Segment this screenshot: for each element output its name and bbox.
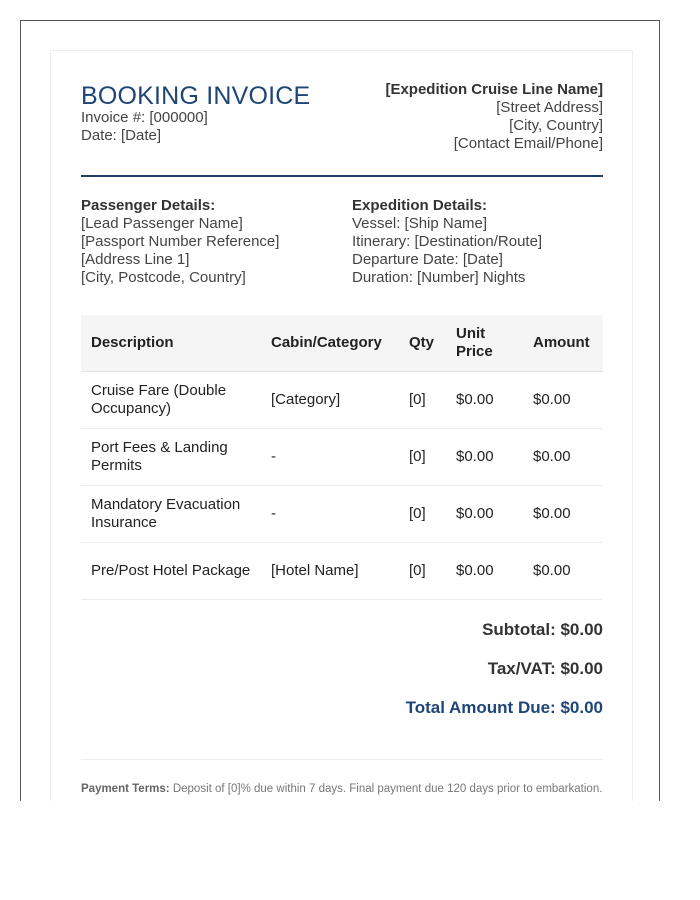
- details-section: [81, 177, 603, 317]
- header-cabin: Cabin/Category: [261, 315, 399, 372]
- line-items-table: [81, 315, 603, 600]
- document-frame: [20, 20, 660, 801]
- cell-description: Pre/Post Hotel Package: [81, 543, 261, 600]
- expedition-line: Departure Date: [Date]: [352, 251, 503, 268]
- table-row: [81, 543, 603, 600]
- tax-line: Tax/VAT: $0.00: [487, 659, 603, 678]
- expedition-line: Vessel: [Ship Name]: [352, 215, 488, 232]
- cell-amount: $0.00: [523, 429, 603, 486]
- company-street: [Street Address]: [496, 99, 603, 116]
- total-due-line: Total Amount Due: $0.00: [405, 698, 603, 717]
- cell-unit-price: $0.00: [446, 372, 523, 429]
- totals-section: [406, 619, 603, 736]
- invoice-number: Invoice #: [000000]: [81, 109, 208, 126]
- cell-cabin: [Hotel Name]: [261, 543, 399, 600]
- table-row: [81, 429, 603, 486]
- invoice-sheet: [50, 50, 633, 801]
- cell-amount: $0.00: [523, 543, 603, 600]
- expedition-line: Duration: [Number] Nights: [352, 269, 526, 286]
- invoice-title: BOOKING INVOICE: [81, 82, 311, 110]
- passenger-line: [Lead Passenger Name]: [81, 215, 243, 232]
- cell-unit-price: $0.00: [446, 429, 523, 486]
- header-description: Description: [81, 315, 261, 372]
- cell-cabin: [Category]: [261, 372, 399, 429]
- expedition-details: [352, 197, 542, 287]
- company-city: [City, Country]: [509, 117, 603, 134]
- invoice-content: [81, 51, 603, 795]
- payment-terms-label: Payment Terms:: [81, 783, 170, 795]
- cell-qty: [0]: [399, 372, 446, 429]
- cell-unit-price: $0.00: [446, 486, 523, 543]
- expedition-heading: Expedition Details:: [352, 197, 488, 214]
- cell-qty: [0]: [399, 429, 446, 486]
- passenger-details: [81, 197, 279, 287]
- payment-terms-text: Deposit of [0]% due within 7 days. Final payment due 120 days prior to embarkation.: [169, 783, 603, 795]
- cell-unit-price: $0.00: [446, 543, 523, 600]
- passenger-line: [Passport Number Reference]: [81, 233, 280, 250]
- cell-description: Cruise Fare (Double Occupancy): [81, 372, 261, 429]
- table-row: [81, 486, 603, 543]
- cell-description: Mandatory Evacuation Insurance: [81, 486, 261, 543]
- header-unit-price: Unit Price: [446, 315, 523, 372]
- cell-cabin: -: [261, 486, 399, 543]
- header-amount: Amount: [523, 315, 603, 372]
- cell-amount: $0.00: [523, 372, 603, 429]
- invoice-header: [81, 51, 603, 177]
- cell-description: Port Fees & Landing Permits: [81, 429, 261, 486]
- passenger-line: [Address Line 1]: [81, 251, 190, 268]
- invoice-meta: [81, 109, 208, 145]
- cell-amount: $0.00: [523, 486, 603, 543]
- header-qty: Qty: [399, 315, 446, 372]
- table-row: [81, 372, 603, 429]
- table-header-row: [81, 315, 603, 372]
- company-info: [385, 81, 603, 153]
- passenger-heading: Passenger Details:: [81, 197, 216, 214]
- company-name: [Expedition Cruise Line Name]: [385, 81, 603, 98]
- payment-terms: [81, 782, 603, 796]
- invoice-date: Date: [Date]: [81, 127, 162, 144]
- subtotal-line: Subtotal: $0.00: [482, 620, 603, 639]
- passenger-line: [City, Postcode, Country]: [81, 269, 246, 286]
- cell-qty: [0]: [399, 486, 446, 543]
- cell-qty: [0]: [399, 543, 446, 600]
- expedition-line: Itinerary: [Destination/Route]: [352, 233, 543, 250]
- cell-cabin: -: [261, 429, 399, 486]
- footer-divider: [81, 759, 603, 760]
- company-contact: [Contact Email/Phone]: [453, 135, 603, 152]
